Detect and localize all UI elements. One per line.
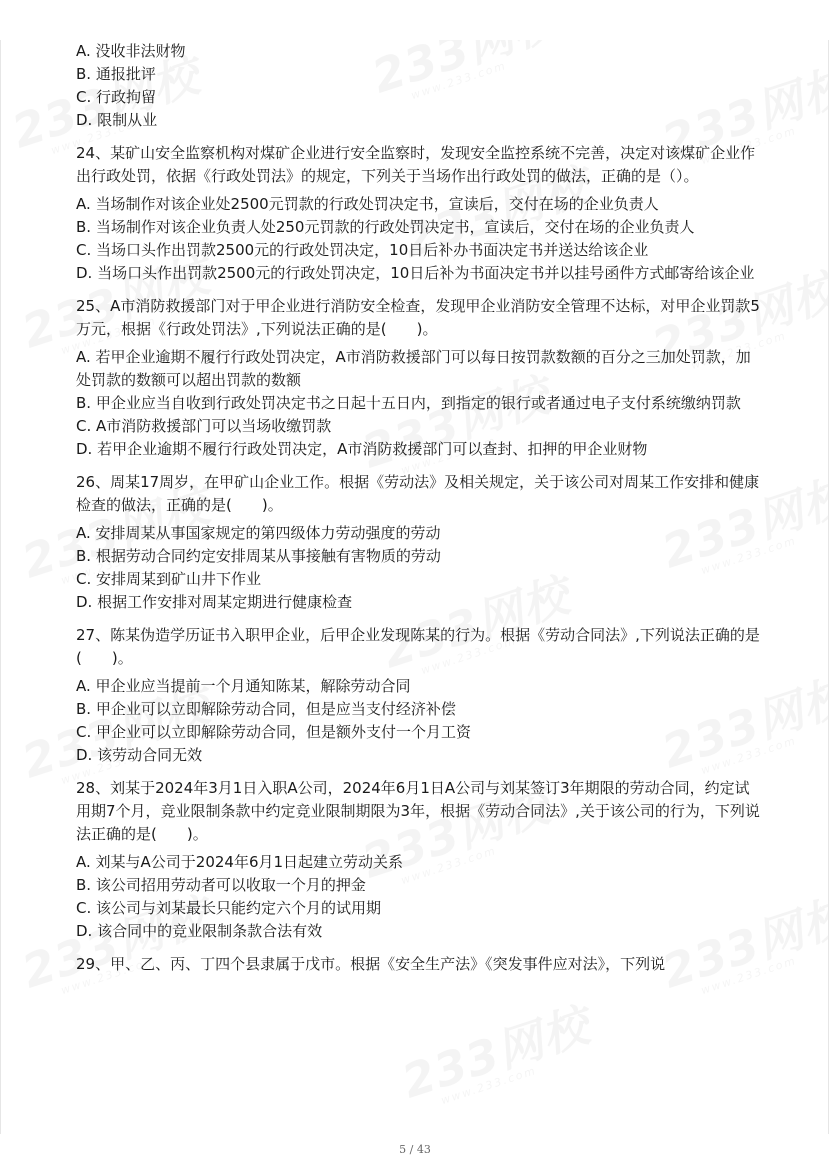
question-28 [76,777,761,943]
option-d: D. 当场口头作出罚款2500元的行政处罚决定，10日后补为书面决定书并以挂号函件方式邮寄给该企业 [76,264,755,282]
option-a: A. 当场制作对该企业处2500元罚款的行政处罚决定书，宣读后，交付在场的企业负责人 [76,195,659,213]
option-d: D. 该合同中的竞业限制条款合法有效 [76,922,323,940]
question-25 [76,295,761,461]
question-29 [76,953,761,976]
question-stem: 26、周某17周岁，在甲矿山企业工作。根据《劳动法》及相关规定，关于该公司对周某工作安排和健康检查的做法，正确的是( )。 [76,473,760,514]
question-options [76,851,761,943]
option-d: D. 若甲企业逾期不履行行政处罚决定，A市消防救援部门可以查封、扣押的甲企业财物 [76,440,648,458]
option-a: A. 安排周某从事国家规定的第四级体力劳动强度的劳动 [76,524,441,542]
option-a: A. 甲企业应当提前一个月通知陈某，解除劳动合同 [76,677,411,695]
page-indicator: 5 / 43 [399,1143,431,1156]
watermark [397,1002,598,1116]
option-c: C. 当场口头作出罚款2500元的行政处罚决定，10日后补办书面决定书并送达给该企业 [76,241,649,259]
option-b: B. 根据劳动合同约定安排周某从事接触有害物质的劳动 [76,547,441,565]
question-stem: 25、A市消防救援部门对于甲企业进行消防安全检查，发现甲企业消防安全管理不达标，对甲企业罚款5万元，根据《行政处罚法》,下列说法正确的是( )。 [76,297,760,338]
option-a: A. 没收非法财物 [76,42,186,60]
question-stem: 28、刘某于2024年3月1日入职A公司，2024年6月1日A公司与刘某签订3年期限的劳动合同，约定试用期7个月，竞业限制条款中约定竞业限制期限为3年，根据《劳动合同法》,关于该公司的行为，下列说法正确的是( )。 [76,779,760,843]
option-a: A. 若甲企业逾期不履行行政处罚决定，A市消防救援部门可以每日按罚款数额的百分之三加处罚款，加处罚款的数额可以超出罚款的数额 [76,348,751,389]
option-b: B. 当场制作对该企业负责人处250元罚款的行政处罚决定书，宣读后，交付在场的企业负责人 [76,218,695,236]
option-d: D. 该劳动合同无效 [76,746,203,764]
question-options [76,193,761,285]
option-c: C. A市消防救援部门可以当场收缴罚款 [76,417,332,435]
option-d: D. 限制从业 [76,111,158,129]
option-c: C. 安排周某到矿山井下作业 [76,570,262,588]
question-stem: 24、某矿山安全监察机构对煤矿企业进行安全监察时，发现安全监控系统不完善，决定对该煤矿企业作出行政处罚，依据《行政处罚法》的规定，下列关于当场作出行政处罚的做法，正确的是（）。 [76,144,756,185]
option-d: D. 根据工作安排对周某定期进行健康检查 [76,593,353,611]
option-b: B. 通报批评 [76,65,156,83]
question-options [76,675,761,767]
question-26 [76,471,761,614]
option-c: C. 行政拘留 [76,88,157,106]
question-content [76,40,761,981]
question-stem: 27、陈某伪造学历证书入职甲企业，后甲企业发现陈某的行为。根据《劳动合同法》,下列说法正确的是( )。 [76,626,760,667]
previous-question-options [76,40,761,132]
option-b: B. 甲企业可以立即解除劳动合同，但是应当支付经济补偿 [76,700,456,718]
option-b: B. 甲企业应当自收到行政处罚决定书之日起十五日内，到指定的银行或者通过电子支付系统缴纳罚款 [76,394,741,412]
option-b: B. 该公司招用劳动者可以收取一个月的押金 [76,876,366,894]
question-stem: 29、甲、乙、丙、丁四个县隶属于戊市。根据《安全生产法》《突发事件应对法》，下列说 [76,955,666,973]
document-page [0,40,829,1134]
question-options [76,522,761,614]
question-24 [76,142,761,285]
option-c: C. 该公司与刘某最长只能约定六个月的试用期 [76,899,382,917]
question-27 [76,624,761,767]
question-options [76,346,761,461]
option-a: A. 刘某与A公司于2024年6月1日起建立劳动关系 [76,853,404,871]
option-c: C. 甲企业可以立即解除劳动合同，但是额外支付一个月工资 [76,723,472,741]
